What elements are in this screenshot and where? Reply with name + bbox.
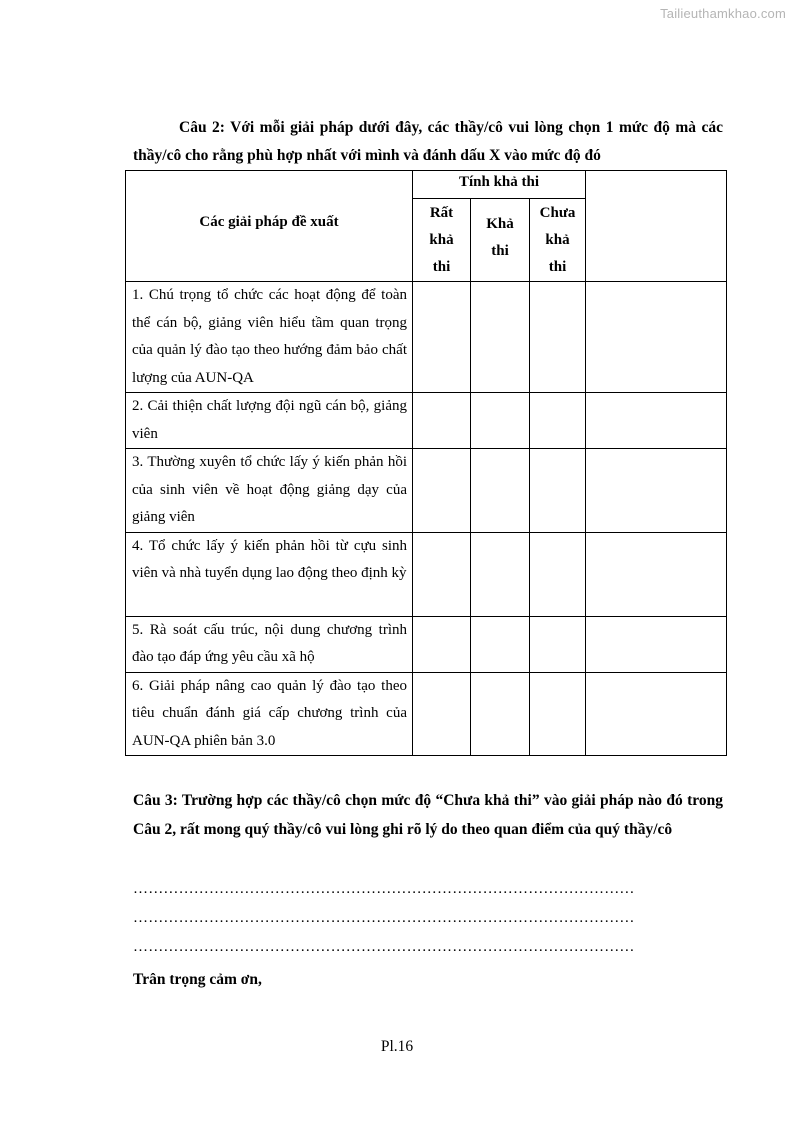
check-cell-very[interactable] [413, 616, 471, 672]
question-2-prompt: Câu 2: Với mỗi giải pháp dưới đây, các thầy/cô vui lòng chọn 1 mức độ mà các thầy/cô cho rằng phù hợp nhất với mình và đánh dấu X vào mức độ đó [133, 119, 723, 164]
table-row [126, 282, 727, 393]
level-notyet-line1: Chưa [539, 205, 576, 221]
check-cell-feasible[interactable] [471, 393, 530, 449]
check-cell-not-yet[interactable] [530, 616, 586, 672]
watermark: Tailieuthamkhao.com [660, 6, 786, 21]
header-level-feasible [471, 199, 530, 282]
check-cell-feasible[interactable] [471, 672, 530, 756]
check-cell-not-yet[interactable] [530, 532, 586, 616]
answer-line-1[interactable]: ……………………………………………………………………………………… [133, 881, 635, 897]
solution-4: 4. Tổ chức lấy ý kiến phản hồi từ cựu sinh viên và nhà tuyển dụng lao động theo định kỳ [126, 532, 413, 616]
level-very-line3: thi [432, 259, 451, 275]
page-number: Pl.16 [380, 1038, 414, 1055]
solution-3: 3. Thường xuyên tổ chức lấy ý kiến phản hồi của sinh viên về hoạt động giảng dạy của giảng viên [126, 449, 413, 533]
table-row [126, 616, 727, 672]
table-row [126, 672, 727, 756]
check-cell-not-yet[interactable] [530, 672, 586, 756]
header-empty [586, 171, 727, 282]
check-cell-very[interactable] [413, 393, 471, 449]
level-very-line2: khả [429, 232, 454, 248]
answer-line-2[interactable]: ……………………………………………………………………………………… [133, 910, 635, 926]
feasibility-table [125, 170, 727, 756]
check-cell-very[interactable] [413, 282, 471, 393]
solution-5: 5. Rà soát cấu trúc, nội dung chương trình đào tạo đáp ứng yêu cầu xã hộ [126, 616, 413, 672]
solution-1: 1. Chú trọng tổ chức các hoạt động để toàn thể cán bộ, giảng viên hiểu tầm quan trọng của quản lý đào tạo theo hướng đảm bảo chất lượng của AUN-QA [126, 282, 413, 393]
header-feasibility: Tính khả thi [413, 171, 586, 199]
check-cell-not-yet[interactable] [530, 282, 586, 393]
extra-cell[interactable] [586, 672, 727, 756]
check-cell-very[interactable] [413, 532, 471, 616]
extra-cell[interactable] [586, 616, 727, 672]
extra-cell[interactable] [586, 282, 727, 393]
header-solutions: Các giải pháp đề xuất [126, 171, 413, 282]
table-row [126, 393, 727, 449]
solution-2: 2. Cải thiện chất lượng đội ngũ cán bộ, giảng viên [126, 393, 413, 449]
answer-line-3[interactable]: ……………………………………………………………………………………… [133, 939, 635, 955]
extra-cell[interactable] [586, 449, 727, 533]
check-cell-feasible[interactable] [471, 616, 530, 672]
level-very-line1: Rất [429, 205, 454, 221]
level-feasible-line1: Khả [486, 215, 514, 232]
check-cell-very[interactable] [413, 672, 471, 756]
check-cell-feasible[interactable] [471, 282, 530, 393]
closing-thanks: Trân trọng cảm ơn, [133, 971, 262, 988]
question-3-prompt: Câu 3: Trường hợp các thầy/cô chọn mức độ “Chưa khả thi” vào giải pháp nào đó trong Câu 2, rất mong quý thầy/cô vui lòng ghi rõ lý do theo quan điểm của quý thầy/cô [133, 792, 723, 838]
check-cell-not-yet[interactable] [530, 449, 586, 533]
level-feasible-line2: thi [491, 242, 509, 259]
header-level-not-yet-feasible [530, 199, 586, 282]
check-cell-feasible[interactable] [471, 449, 530, 533]
header-level-very-feasible [413, 199, 471, 282]
table-row [126, 532, 727, 616]
level-notyet-line2: khả [545, 232, 570, 248]
table-row [126, 449, 727, 533]
check-cell-not-yet[interactable] [530, 393, 586, 449]
level-notyet-line3: thi [548, 259, 567, 275]
extra-cell[interactable] [586, 393, 727, 449]
check-cell-very[interactable] [413, 449, 471, 533]
extra-cell[interactable] [586, 532, 727, 616]
solution-6: 6. Giải pháp nâng cao quản lý đào tạo theo tiêu chuẩn đánh giá cấp chương trình của AUN-QA phiên bản 3.0 [126, 672, 413, 756]
check-cell-feasible[interactable] [471, 532, 530, 616]
